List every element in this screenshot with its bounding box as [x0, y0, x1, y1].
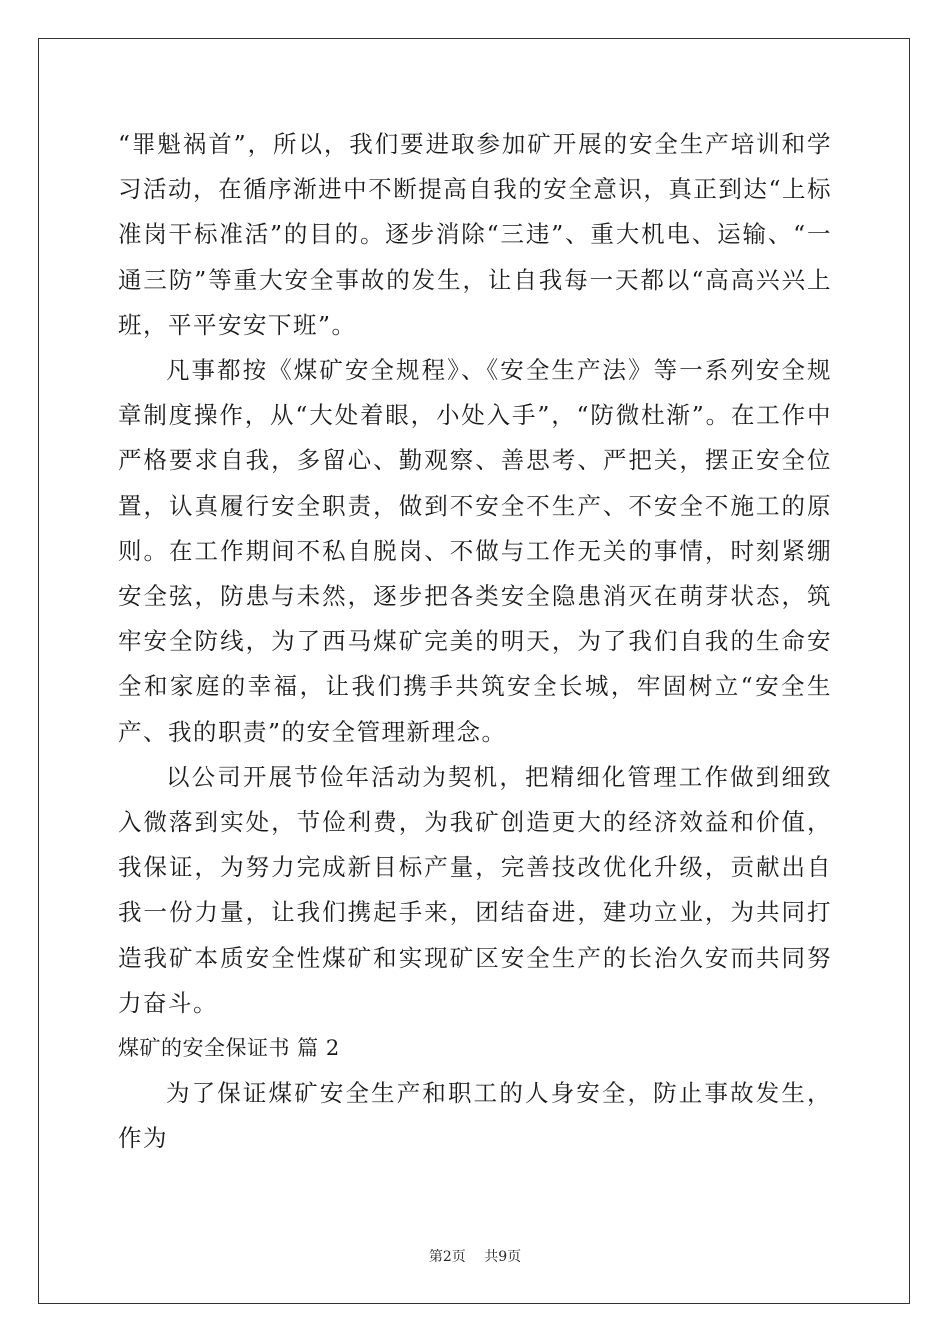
section-heading: 煤矿的安全保证书 篇 2 [118, 1036, 340, 1061]
page-total: 共9页 [484, 1249, 522, 1265]
paragraph-2: 凡事都按《煤矿安全规程》、《安全生产法》等一系列安全规章制度操作，从“大处着眼，小处入手”，“防微杜渐”。在工作中严格要求自我，多留心、勤观察、善思考、严把关，摆正安全位置，认真履行安全职责，做到不安全不生产、不安全不施工的原则。在工作期间不私自脱岗、不做与工作无关的事情，时刻紧绷安全弦，防患与未然，逐步把各类安全隐患消灭在萌芽状态，筑牢安全防线，为了西马煤矿完美的明天，为了我们自我的生命安全和家庭的幸福，让我们携手共筑安全长城，牢固树立“安全生产、我的职责”的安全管理新理念。 [118, 356, 832, 746]
paragraph-3: 以公司开展节俭年活动为契机，把精细化管理工作做到细致入微落到实处，节俭利费，为我矿创造更大的经济效益和价值，我保证，为努力完成新目标产量，完善技改优化升级，贡献出自我一份力量，让我们携起手来，团结奋进，建功立业，为共同打造我矿本质安全性煤矿和实现矿区安全生产的长治久安而共同努力奋斗。 [118, 762, 832, 1017]
page-footer [0, 1246, 950, 1266]
document-body [118, 122, 832, 1162]
page-number: 第2页 [428, 1249, 466, 1265]
paragraph-4: 为了保证煤矿安全生产和职工的人身安全，防止事故发生，作为 [118, 1079, 832, 1153]
paragraph-1: “罪魁祸首”，所以，我们要进取参加矿开展的安全生产培训和学习活动，在循序渐进中不断提高自我的安全意识，真正到达“上标准岗干标准活”的目的。逐步消除“三违”、重大机电、运输、“一通三防”等重大安全事故的发生，让自我每一天都以“高高兴兴上班，平平安安下班”。 [118, 130, 832, 339]
